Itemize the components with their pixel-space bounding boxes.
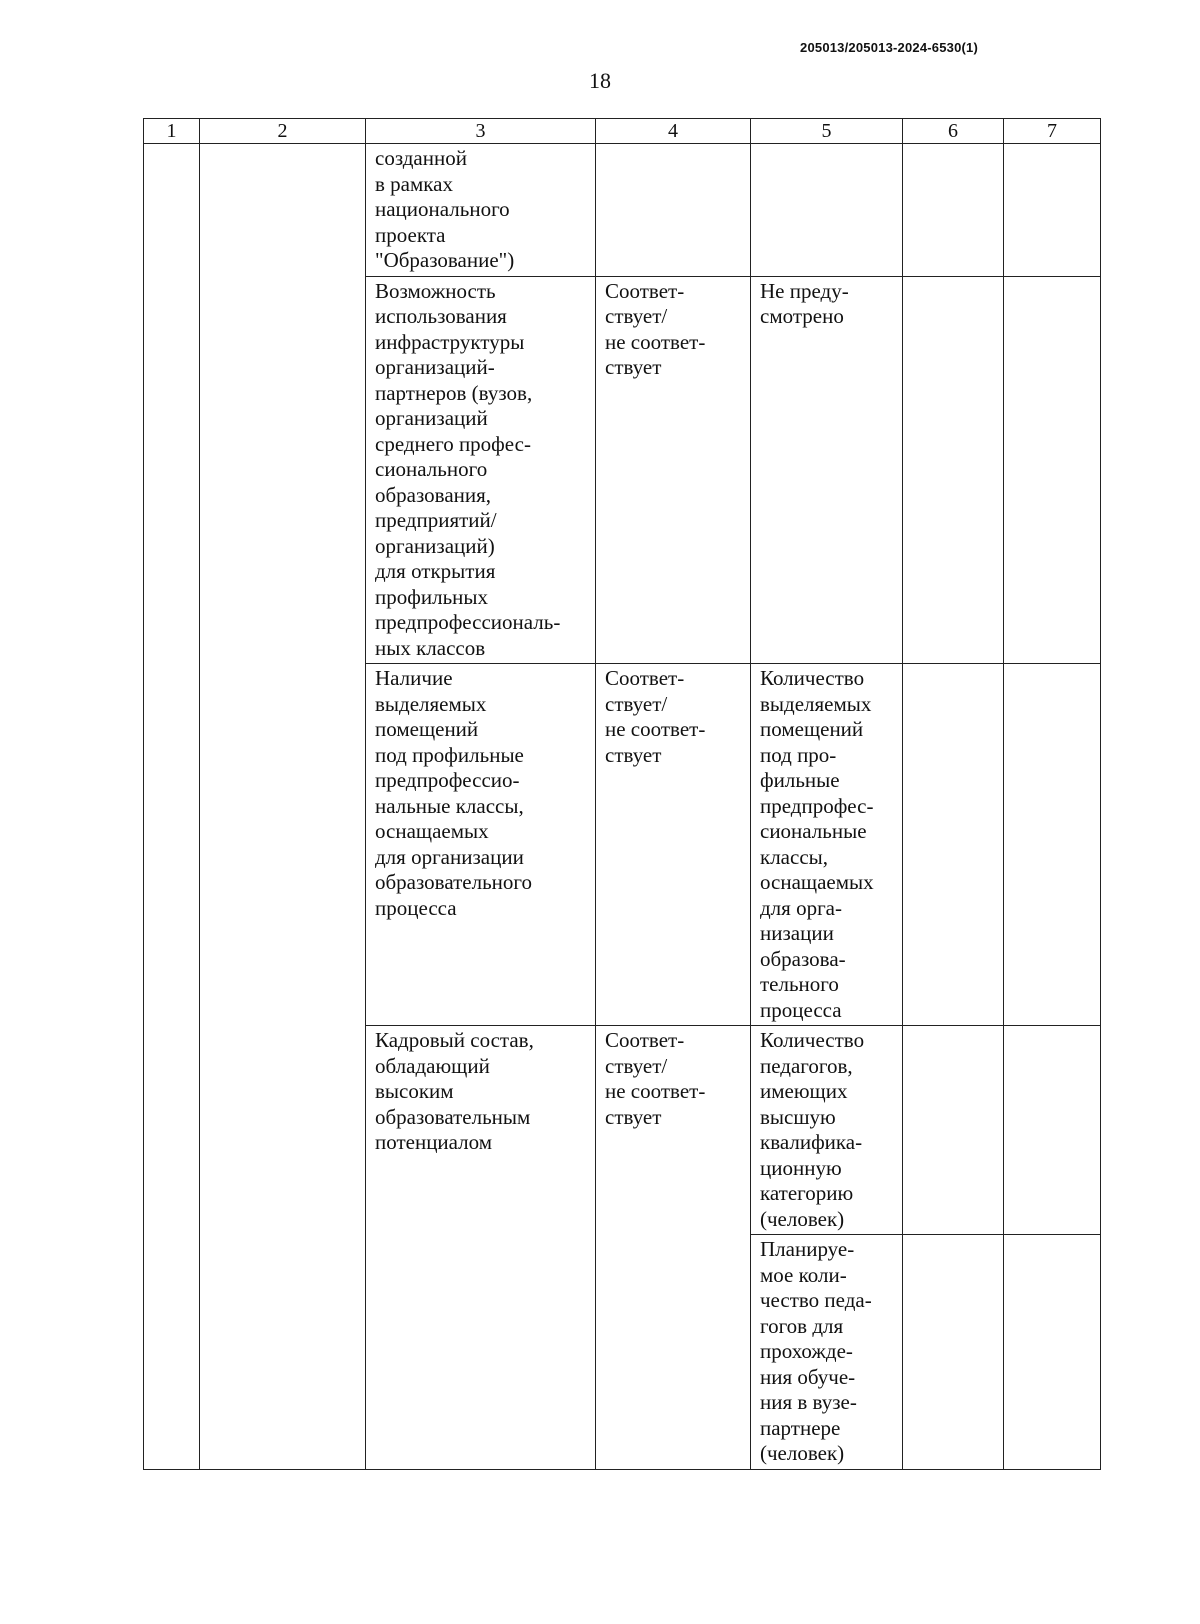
column-number-3: 3 bbox=[366, 119, 596, 144]
criterion-cell: Наличие выделяемых помещений под профильные предпрофессио- нальные классы, оснащаемых для организации образовательного процесса bbox=[366, 664, 596, 1026]
column-number-2: 2 bbox=[200, 119, 366, 144]
criterion-cell: Кадровый состав, обладающий высоким образовательным потенциалом bbox=[366, 1026, 596, 1470]
column-number-row bbox=[144, 119, 1101, 144]
compliance-cell: Соответ- ствует/ не соответ- ствует bbox=[596, 664, 751, 1026]
table-row bbox=[144, 144, 1101, 277]
criterion-cell: Возможность использования инфраструктуры организаций- партнеров (вузов, организаций среднего профес- сионального образования, предприятий/ организаций) для открытия профильных предпрофессиональ- ных классов bbox=[366, 276, 596, 664]
column-number-6: 6 bbox=[903, 119, 1004, 144]
cell-col1-merged bbox=[144, 144, 200, 1470]
cell-col2-merged bbox=[200, 144, 366, 1470]
criterion-cell: созданной в рамках национального проекта "Образование") bbox=[366, 144, 596, 277]
empty-cell bbox=[1004, 664, 1101, 1026]
empty-cell bbox=[1004, 1235, 1101, 1470]
column-number-1: 1 bbox=[144, 119, 200, 144]
indicator-cell bbox=[751, 144, 903, 277]
indicator-cell: Планируе- мое коли- чество педа- гогов для прохожде- ния обуче- ния в вузе- партнере (человек) bbox=[751, 1235, 903, 1470]
column-number-5: 5 bbox=[751, 119, 903, 144]
compliance-cell: Соответ- ствует/ не соответ- ствует bbox=[596, 1026, 751, 1470]
criteria-table bbox=[143, 118, 1101, 1470]
page-number: 18 bbox=[589, 68, 611, 93]
column-number-7: 7 bbox=[1004, 119, 1101, 144]
empty-cell bbox=[903, 1235, 1004, 1470]
indicator-cell: Не преду- смотрено bbox=[751, 276, 903, 664]
empty-cell bbox=[903, 664, 1004, 1026]
indicator-cell: Количество выделяемых помещений под про- фильные предпрофес- сиональные классы, оснащаемых для орга- низации образова- тельного процесса bbox=[751, 664, 903, 1026]
column-number-4: 4 bbox=[596, 119, 751, 144]
empty-cell bbox=[1004, 276, 1101, 664]
empty-cell bbox=[903, 1026, 1004, 1235]
empty-cell bbox=[1004, 1026, 1101, 1235]
empty-cell bbox=[903, 144, 1004, 277]
empty-cell bbox=[903, 276, 1004, 664]
compliance-cell: Соответ- ствует/ не соответ- ствует bbox=[596, 276, 751, 664]
empty-cell bbox=[1004, 144, 1101, 277]
document-id: 205013/205013-2024-6530(1) bbox=[800, 40, 978, 55]
compliance-cell bbox=[596, 144, 751, 277]
indicator-cell: Количество педагогов, имеющих высшую квалифика- ционную категорию (человек) bbox=[751, 1026, 903, 1235]
